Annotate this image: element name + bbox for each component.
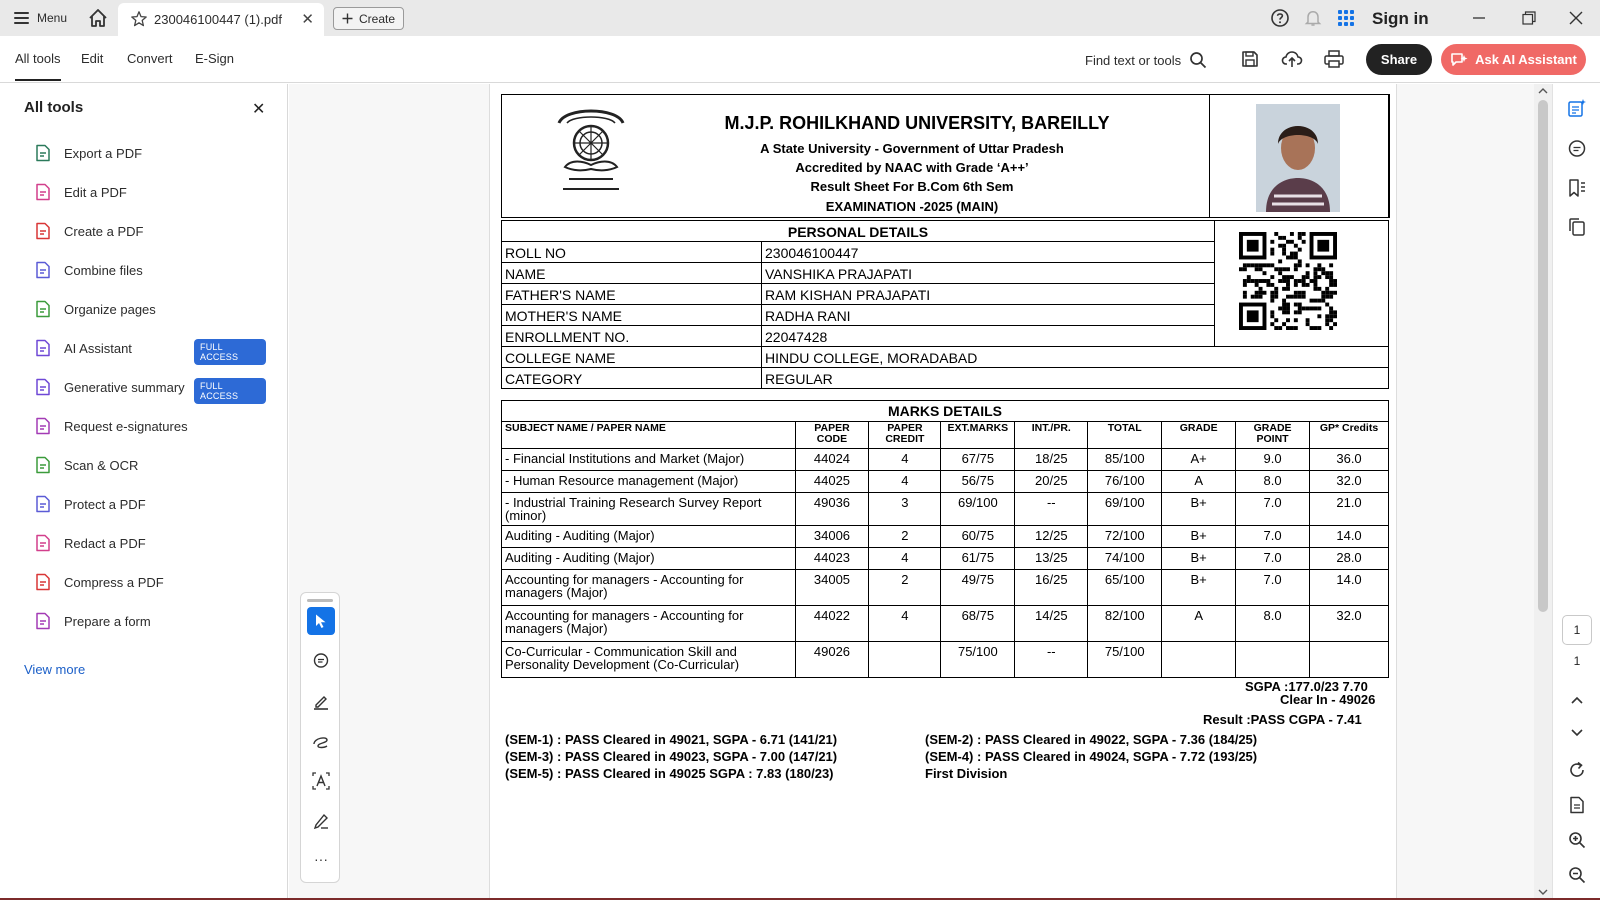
hamburger-icon	[14, 12, 29, 24]
personal-value: HINDU COLLEGE, MORADABAD	[762, 347, 1389, 368]
tool-label: Export a PDF	[64, 145, 143, 161]
marks-cell: 49036	[795, 493, 869, 526]
marks-cell: 72/100	[1088, 526, 1162, 548]
marks-cell: 2	[869, 570, 941, 606]
close-window-button[interactable]	[1564, 6, 1588, 30]
photo-cell	[1209, 94, 1390, 218]
marks-cell: 20/25	[1015, 471, 1088, 493]
subject-cell: - Human Resource management (Major)	[502, 471, 796, 493]
request-esign-icon	[34, 417, 52, 435]
previous-page-button[interactable]	[1565, 688, 1589, 712]
table-row	[502, 471, 1389, 493]
personal-value: 230046100447	[762, 242, 1215, 263]
personal-value: RAM KISHAN PRAJAPATI	[762, 284, 1215, 305]
freehand-draw-icon	[312, 732, 330, 750]
page-fit-button[interactable]	[1565, 793, 1589, 817]
tab-title: 230046100447 (1).pdf	[154, 12, 282, 27]
marks-cell: 65/100	[1088, 570, 1162, 606]
marks-cell: 60/75	[941, 526, 1015, 548]
marks-cell: 61/75	[941, 548, 1015, 570]
combine-files-icon	[34, 261, 52, 279]
tool-label: Request e-signatures	[64, 418, 188, 434]
table-row	[502, 606, 1389, 642]
tool-item-ai-assistant[interactable]	[34, 336, 266, 360]
marks-cell: 7.0	[1236, 548, 1310, 570]
marks-cell: --	[1015, 493, 1088, 526]
marks-cell: 32.0	[1310, 471, 1389, 493]
subject-cell: - Industrial Training Research Survey Report (minor)	[502, 493, 796, 526]
table-row	[502, 493, 1389, 526]
tool-item-edit-pdf[interactable]	[34, 180, 266, 204]
ai-assistant-icon	[34, 339, 52, 357]
minimize-icon	[1471, 10, 1487, 26]
tool-label: Redact a PDF	[64, 535, 146, 551]
personal-label: NAME	[502, 263, 762, 284]
column-header: GRADE POINT	[1236, 422, 1310, 449]
text-box-icon	[312, 772, 330, 790]
table-row	[502, 347, 1389, 368]
create-pdf-icon	[34, 222, 52, 240]
rotate-icon	[1568, 761, 1586, 779]
floating-toolbar	[300, 592, 340, 883]
qr-code-icon	[1239, 232, 1337, 330]
clear-in-text: Clear In - 49026	[1280, 692, 1376, 707]
tool-label: Scan & OCR	[64, 457, 139, 473]
marks-cell: 49026	[795, 642, 869, 678]
sem-summary-right-1: (SEM-2) : PASS Cleared in 49022, SGPA - 7.36 (184/25)	[925, 732, 1258, 747]
create-button[interactable]	[333, 7, 404, 30]
tab-convert[interactable]: Convert	[127, 51, 173, 66]
marks-cell: 13/25	[1015, 548, 1088, 570]
division-text: First Division	[925, 766, 1008, 781]
apps-grid-icon[interactable]	[1336, 8, 1356, 28]
home-icon	[87, 7, 109, 29]
personal-label: ENROLLMENT NO.	[502, 326, 762, 347]
marks-cell: 7.0	[1236, 526, 1310, 548]
sem-summary-left-1: (SEM-1) : PASS Cleared in 49021, SGPA - 6.71 (141/21)	[505, 732, 838, 747]
current-page-input[interactable]: 1	[1562, 615, 1592, 645]
minimize-button[interactable]	[1467, 6, 1491, 30]
tool-label: Prepare a form	[64, 613, 151, 629]
tool-item-request-esign[interactable]	[34, 414, 266, 438]
highlight-tool-button[interactable]	[307, 687, 335, 715]
find-tools-search[interactable]	[1085, 51, 1207, 69]
tool-item-protect-pdf[interactable]	[34, 492, 266, 516]
help-icon[interactable]	[1270, 8, 1290, 28]
comments-panel-button[interactable]	[1565, 137, 1589, 161]
more-tools-icon[interactable]: ···	[314, 851, 328, 867]
marks-cell: 76/100	[1088, 471, 1162, 493]
ai-assistant-icon	[1450, 52, 1468, 68]
select-tool-button[interactable]	[307, 607, 335, 635]
marks-cell: 34006	[795, 526, 869, 548]
bookmark-icon	[1567, 178, 1587, 198]
marks-cell: 4	[869, 606, 941, 642]
tool-label: Protect a PDF	[64, 496, 146, 512]
tab-edit[interactable]: Edit	[81, 51, 104, 66]
personal-value: RADHA RANI	[762, 305, 1215, 326]
personal-label: FATHER'S NAME	[502, 284, 762, 305]
marks-cell: 16/25	[1015, 570, 1088, 606]
marks-cell	[1236, 642, 1310, 678]
marks-cell	[1162, 642, 1236, 678]
column-header: TOTAL	[1088, 422, 1162, 449]
sem-summary-left-3: (SEM-5) : PASS Cleared in 49025 SGPA : 7.83 (180/23)	[505, 766, 834, 781]
tool-item-prepare-form[interactable]	[34, 609, 266, 633]
tool-label: Organize pages	[64, 301, 156, 317]
marks-cell: B+	[1162, 570, 1236, 606]
marks-cell: 8.0	[1236, 606, 1310, 642]
tool-item-organize-pages[interactable]	[34, 297, 266, 321]
plus-icon	[342, 13, 353, 24]
personal-value: REGULAR	[762, 368, 1389, 389]
header-line-1: A State University - Government of Uttar Pradesh	[760, 141, 1064, 156]
marks-cell: 14/25	[1015, 606, 1088, 642]
scroll-down-icon	[1538, 888, 1548, 896]
personal-label: ROLL NO	[502, 242, 762, 263]
marks-cell: 49/75	[941, 570, 1015, 606]
sgpa-text: SGPA :177.0/23 7.70	[1245, 679, 1368, 694]
tool-item-scan-ocr[interactable]	[34, 453, 266, 477]
tool-item-generative-summary[interactable]	[34, 375, 266, 399]
table-row	[502, 642, 1389, 678]
text-recognition-tool-button[interactable]	[307, 767, 335, 795]
generative-summary-icon	[34, 378, 52, 396]
zoom-in-button[interactable]	[1565, 828, 1589, 852]
next-page-button[interactable]	[1565, 721, 1589, 745]
marks-cell: 69/100	[1088, 493, 1162, 526]
marks-cell: 44022	[795, 606, 869, 642]
marks-cell: 28.0	[1310, 548, 1389, 570]
chevron-down-icon	[1570, 728, 1584, 738]
table-row	[502, 449, 1389, 471]
subject-cell: - Financial Institutions and Market (Major)	[502, 449, 796, 471]
toolbar-grip[interactable]	[307, 599, 333, 602]
marks-cell: A+	[1162, 449, 1236, 471]
restore-icon	[1521, 10, 1537, 26]
marks-cell: 36.0	[1310, 449, 1389, 471]
chevron-up-icon	[1570, 695, 1584, 705]
marks-cell: 56/75	[941, 471, 1015, 493]
zoom-out-icon	[1568, 866, 1586, 884]
header-line-3: Result Sheet For B.Com 6th Sem	[810, 179, 1014, 194]
marks-cell: B+	[1162, 493, 1236, 526]
column-header: SUBJECT NAME / PAPER NAME	[502, 422, 796, 449]
zoom-in-icon	[1568, 831, 1586, 849]
share-button[interactable]: Share	[1366, 44, 1432, 75]
marks-cell: 44023	[795, 548, 869, 570]
column-header: PAPER CREDIT	[869, 422, 941, 449]
personal-details-heading: PERSONAL DETAILS	[502, 221, 1215, 242]
export-pdf-icon	[34, 144, 52, 162]
all-tools-panel	[0, 84, 288, 900]
bell-icon[interactable]	[1303, 8, 1323, 28]
sign-in-link[interactable]: Sign in	[1372, 9, 1429, 28]
comment-tool-button[interactable]	[307, 647, 335, 675]
subject-cell: Auditing - Auditing (Major)	[502, 526, 796, 548]
view-more-link[interactable]: View more	[24, 662, 86, 677]
university-name: M.J.P. ROHILKHAND UNIVERSITY, BAREILLY	[724, 113, 1110, 133]
restore-button[interactable]	[1517, 6, 1541, 30]
cursor-icon	[313, 613, 329, 629]
sign-tool-button[interactable]	[307, 807, 335, 835]
header-line-4: EXAMINATION -2025 (MAIN)	[825, 199, 999, 214]
panel-title: All tools	[24, 99, 84, 116]
marks-details-table	[501, 400, 1389, 678]
prepare-form-icon	[34, 612, 52, 630]
marks-cell: 14.0	[1310, 526, 1389, 548]
total-pages: 1	[1573, 654, 1581, 668]
tab-bar	[0, 0, 1600, 36]
tool-item-combine-files[interactable]	[34, 258, 266, 282]
tool-label: Compress a PDF	[64, 574, 164, 590]
document-tab[interactable]	[118, 3, 324, 36]
header-line-2: Accredited by NAAC with Grade ‘A++’	[795, 160, 1029, 175]
ask-ai-label: Ask AI Assistant	[1475, 52, 1577, 67]
edit-pdf-icon	[34, 183, 52, 201]
ai-summary-button[interactable]	[1565, 96, 1589, 120]
column-header: EXT.MARKS	[941, 422, 1015, 449]
marks-cell: 7.0	[1236, 570, 1310, 606]
marks-cell: 18/25	[1015, 449, 1088, 471]
home-button[interactable]	[87, 7, 109, 29]
sem-summary-left-2: (SEM-3) : PASS Cleared in 49023, SGPA - 7.00 (147/21)	[505, 749, 838, 764]
scrollbar-thumb[interactable]	[1538, 100, 1548, 612]
draw-tool-button[interactable]	[307, 727, 335, 755]
marks-cell: 4	[869, 471, 941, 493]
tool-label: Generative summary	[64, 379, 185, 395]
tool-item-compress-pdf[interactable]	[34, 570, 266, 594]
close-tab-icon[interactable]: ✕	[301, 11, 314, 28]
pen-sign-icon	[312, 812, 330, 830]
marks-cell: 67/75	[941, 449, 1015, 471]
subject-cell: Accounting for managers - Accounting for managers (Major)	[502, 570, 796, 606]
create-label: Create	[358, 11, 396, 26]
bookmarks-button[interactable]	[1565, 176, 1589, 200]
right-rail	[1552, 84, 1600, 900]
page-fit-icon	[1568, 796, 1586, 814]
marks-cell: 75/100	[1088, 642, 1162, 678]
marks-cell	[869, 642, 941, 678]
table-row	[502, 570, 1389, 606]
marks-cell: 75/100	[941, 642, 1015, 678]
scan-ocr-icon	[34, 456, 52, 474]
zoom-out-button[interactable]	[1565, 863, 1589, 887]
marks-cell: 85/100	[1088, 449, 1162, 471]
marks-details-heading: MARKS DETAILS	[502, 401, 1389, 422]
pages-icon	[1567, 217, 1587, 237]
menu-button[interactable]	[14, 8, 67, 28]
sem-summary-right-2: (SEM-4) : PASS Cleared in 49024, SGPA - 7.72 (193/25)	[925, 749, 1258, 764]
compress-pdf-icon	[34, 573, 52, 591]
sheet-header	[501, 94, 1389, 218]
find-tools-label: Find text or tools	[1085, 52, 1182, 68]
marks-cell: A	[1162, 471, 1236, 493]
ai-summary-icon	[1567, 98, 1587, 118]
marks-cell: 3	[869, 493, 941, 526]
tool-item-create-pdf[interactable]	[34, 219, 266, 243]
marks-cell: 12/25	[1015, 526, 1088, 548]
marks-cell: 68/75	[941, 606, 1015, 642]
marks-cell: 8.0	[1236, 471, 1310, 493]
column-header: PAPER CODE	[795, 422, 869, 449]
marks-cell: 44025	[795, 471, 869, 493]
print-icon[interactable]	[1323, 49, 1345, 69]
comment-icon	[312, 652, 330, 670]
marks-cell: B+	[1162, 526, 1236, 548]
rotate-button[interactable]	[1565, 758, 1589, 782]
marks-cell: 4	[869, 548, 941, 570]
column-header: GRADE	[1162, 422, 1236, 449]
marks-cell: 69/100	[941, 493, 1015, 526]
highlighter-icon	[312, 692, 330, 710]
marks-cell: --	[1015, 642, 1088, 678]
star-icon[interactable]	[130, 10, 148, 28]
tool-label: Combine files	[64, 262, 143, 278]
tab-all-tools[interactable]: All tools	[15, 51, 61, 66]
personal-label: COLLEGE NAME	[502, 347, 762, 368]
marks-cell: 9.0	[1236, 449, 1310, 471]
tool-label: Create a PDF	[64, 223, 144, 239]
marks-cell: 34005	[795, 570, 869, 606]
marks-cell: 14.0	[1310, 570, 1389, 606]
tool-label: AI Assistant	[64, 340, 132, 356]
subject-cell: Accounting for managers - Accounting for managers (Major)	[502, 606, 796, 642]
page-thumbnails-button[interactable]	[1565, 215, 1589, 239]
full-access-badge: FULL ACCESS	[194, 378, 266, 404]
subject-cell: Co-Curricular - Communication Skill and Personality Development (Co-Curricular)	[502, 642, 796, 678]
marks-cell: 7.0	[1236, 493, 1310, 526]
student-photo	[1256, 104, 1340, 212]
search-icon	[1189, 51, 1207, 69]
tool-label: Edit a PDF	[64, 184, 127, 200]
column-header: GP* Credits	[1310, 422, 1389, 449]
marks-cell: 32.0	[1310, 606, 1389, 642]
table-row	[502, 368, 1389, 389]
marks-cell: 74/100	[1088, 548, 1162, 570]
personal-value: 22047428	[762, 326, 1215, 347]
cloud-upload-icon[interactable]	[1281, 49, 1303, 69]
ask-ai-assistant-button[interactable]	[1441, 44, 1586, 75]
personal-label: MOTHER'S NAME	[502, 305, 762, 326]
organize-pages-icon	[34, 300, 52, 318]
close-panel-icon[interactable]: ✕	[252, 101, 266, 118]
close-icon	[1568, 10, 1584, 26]
save-icon[interactable]	[1240, 49, 1260, 69]
marks-cell: 2	[869, 526, 941, 548]
result-text: Result :PASS CGPA - 7.41	[1203, 712, 1362, 727]
subject-cell: Auditing - Auditing (Major)	[502, 548, 796, 570]
personal-label: CATEGORY	[502, 368, 762, 389]
table-row	[502, 548, 1389, 570]
redact-pdf-icon	[34, 534, 52, 552]
protect-pdf-icon	[34, 495, 52, 513]
table-row	[502, 526, 1389, 548]
marks-cell: A	[1162, 606, 1236, 642]
marks-cell: 4	[869, 449, 941, 471]
personal-value: VANSHIKA PRAJAPATI	[762, 263, 1215, 284]
menu-label: Menu	[37, 11, 68, 25]
marks-cell: 21.0	[1310, 493, 1389, 526]
full-access-badge: FULL ACCESS	[194, 339, 266, 365]
tool-item-redact-pdf[interactable]	[34, 531, 266, 555]
marks-cell: 44024	[795, 449, 869, 471]
marks-cell	[1310, 642, 1389, 678]
comment-icon	[1567, 139, 1587, 159]
vertical-scrollbar[interactable]	[1534, 84, 1552, 900]
tab-e-sign[interactable]: E-Sign	[195, 51, 235, 66]
marks-cell: B+	[1162, 548, 1236, 570]
toolbar	[0, 36, 1600, 83]
column-header: INT./PR.	[1015, 422, 1088, 449]
tool-item-export-pdf[interactable]	[34, 141, 266, 165]
marks-cell: 82/100	[1088, 606, 1162, 642]
scroll-up-icon	[1538, 87, 1548, 95]
